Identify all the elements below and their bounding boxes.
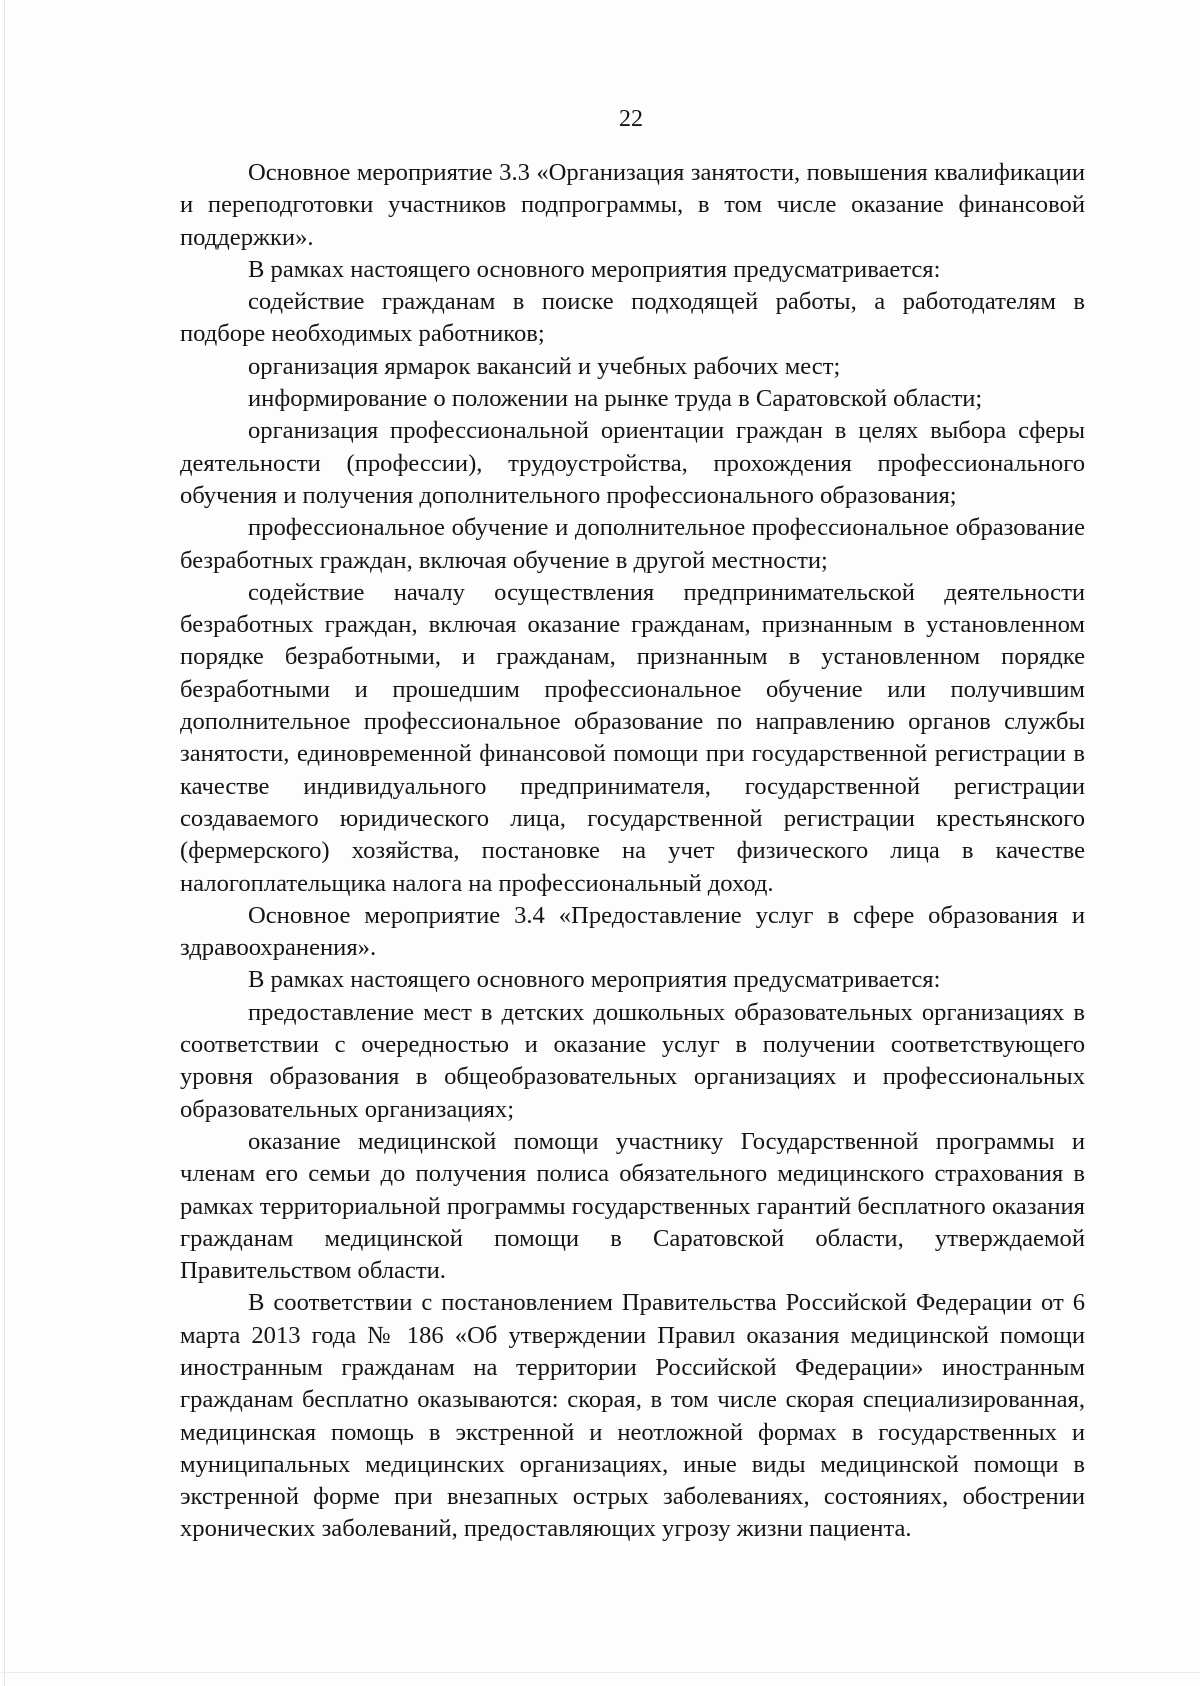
paragraph-labor-market-info: информирование о положении на рынке труда в Саратовской области; [248, 385, 983, 413]
paragraph-education-places: предоставление мест в детских дошкольных образовательных организациях в соответствии с очередностью и оказание услуг в получении соответствующего уровня образования в общеобразовательных организациях и профессиональных образовательных организациях; [180, 998, 1085, 1123]
paragraph-career-guidance: организация профессиональной ориентации граждан в целях выбора сферы деятельности (профессии), трудоустройства, прохождения профессионального обучения и получения дополнительного профессионального образования; [180, 417, 1085, 509]
paragraph-medical-care: оказание медицинской помощи участнику Государственной программы и членам его семьи до получения полиса обязательного медицинского страхования в рамках территориальной программы государственных гарантий бесплатного оказания гражданам медицинской помощи в Саратовской области, утверждаемой Правительством области. [180, 1127, 1085, 1285]
paragraph-provisions-intro: В рамках настоящего основного мероприятия предусматривается: [248, 255, 941, 283]
paragraph-vocational-training: профессиональное обучение и дополнительное профессиональное образование безработных граждан, включая обучение в другой местности; [180, 514, 1085, 574]
paragraph-job-search-assistance: содействие гражданам в поиске подходящей работы, а работодателям в подборе необходимых работников; [180, 288, 1085, 348]
paragraph-foreign-citizens-care: В соответствии с постановлением Правительства Российской Федерации от 6 марта 2013 года № 186 «Об утверждении Правил оказания медицинской помощи иностранным гражданам на территории Российской Федерации» иностранным гражданам бесплатно оказываются: скорая, в том числе скорая специализированная, медицинская помощь в экстренной и неотложной формах в государственных и муниципальных медицинских организациях, иные виды медицинской помощи в экстренной форме при внезапных острых заболеваниях, состояниях, обострении хронических заболеваний, предоставляющих угрозу жизни пациента. [180, 1289, 1085, 1543]
document-body [180, 157, 1085, 1546]
paragraph-measure-3-4-title: Основное мероприятие 3.4 «Предоставление услуг в сфере образования и здравоохранения». [180, 901, 1085, 962]
paragraph-provisions-intro-2: В рамках настоящего основного мероприятия предусматривается: [248, 966, 941, 994]
scan-edge-bottom [0, 1672, 1200, 1673]
paragraph-job-fairs: организация ярмарок вакансий и учебных рабочих мест; [248, 352, 841, 380]
scan-edge-left [4, 0, 5, 1686]
page-number: 22 [619, 106, 643, 132]
paragraph-measure-3-3-title: Основное мероприятие 3.3 «Организация занятости, повышения квалификации и переподготовки участников подпрограммы, в том числе оказание финансовой поддержки». [180, 159, 1085, 251]
paragraph-entrepreneurship-support: содействие началу осуществления предпринимательской деятельности безработных граждан, включая оказание гражданам, признанным в установленном порядке безработными, и гражданам, признанным в установленном порядке безработными и прошедшим профессиональное обучение или получившим дополнительное профессиональное образование по направлению органов службы занятости, единовременной финансовой помощи при государственной регистрации в качестве индивидуального предпринимателя, государственной регистрации создаваемого юридического лица, государственной регистрации крестьянского (фермерского) хозяйства, постановке на учет физического лица в качестве налогоплательщика налога на профессиональный доход. [180, 578, 1085, 897]
